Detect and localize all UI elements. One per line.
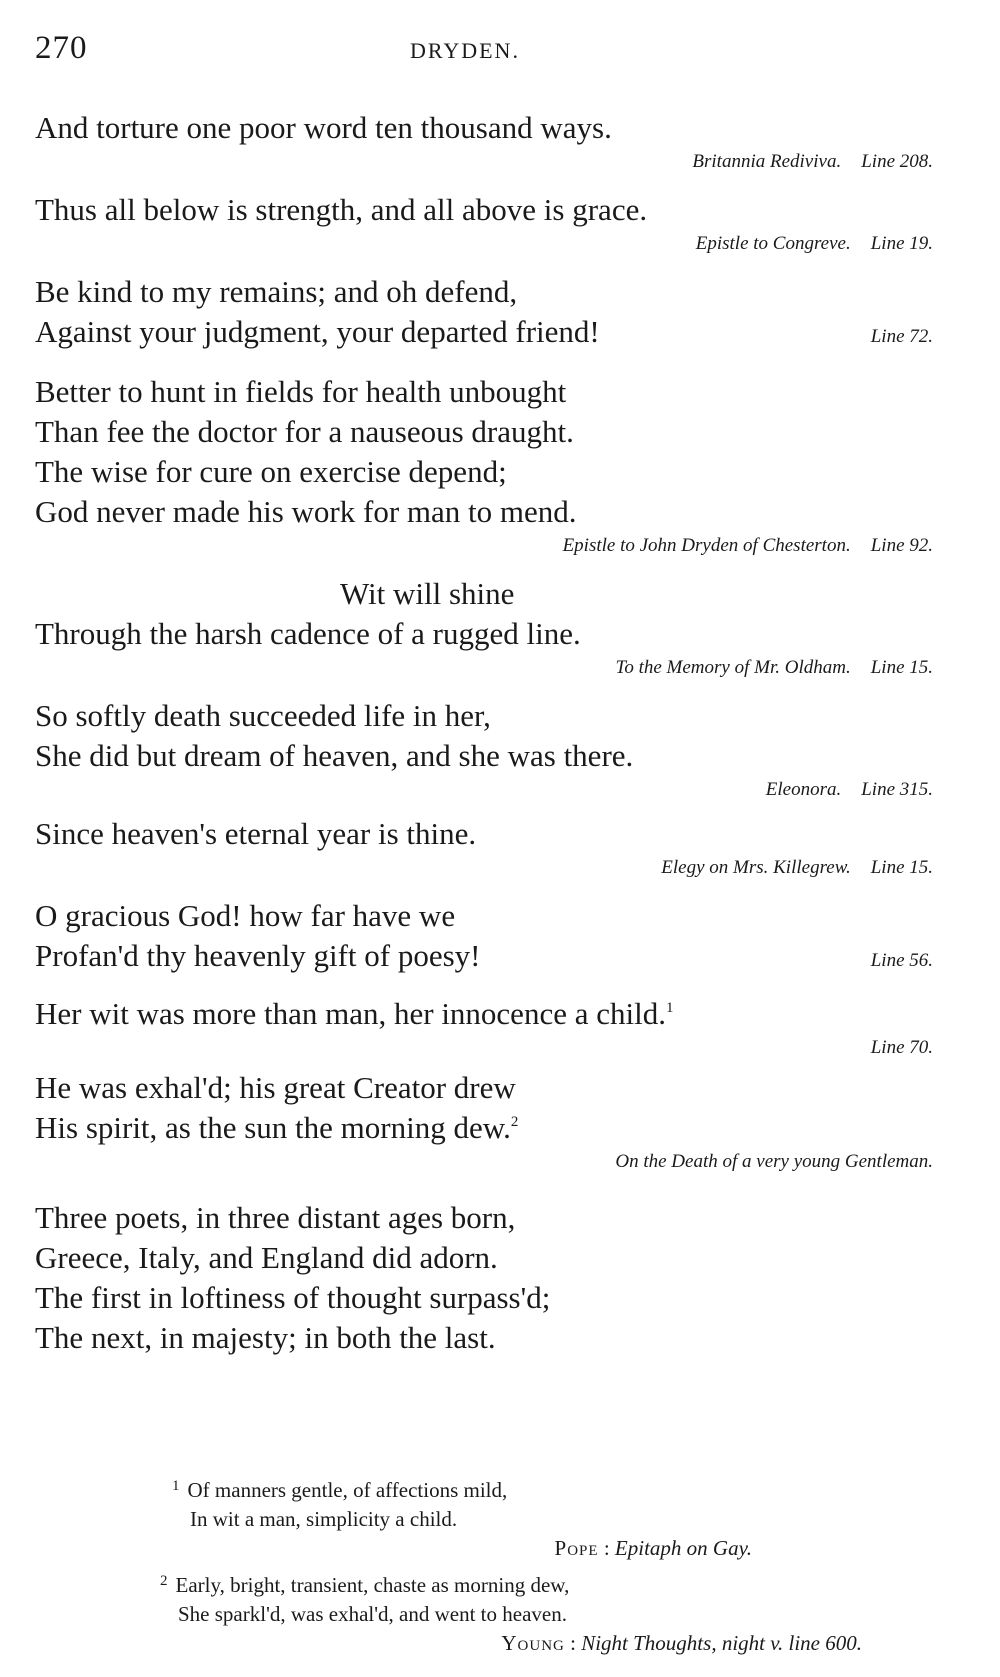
footnotes: [160, 1472, 862, 1658]
page-number: 270: [35, 30, 88, 66]
citation: [35, 776, 938, 804]
footnote-author: Young: [501, 1631, 565, 1655]
footnote-line: [160, 1567, 812, 1600]
footnote: [172, 1472, 812, 1563]
citation-line-ref: Line 72.: [870, 326, 933, 347]
page-header: [35, 30, 935, 80]
verse-line: [35, 1108, 938, 1148]
verse-line: He was exhal'd; his great Creator drew: [35, 1070, 516, 1105]
citation-source: Elegy on Mrs. Killegrew.: [661, 857, 851, 878]
running-title: DRYDEN.: [410, 38, 520, 63]
quotations: [35, 108, 938, 1358]
footnote-mark: 2: [160, 1573, 168, 1589]
footnote-mark: 2: [510, 1114, 519, 1130]
citation-line-ref: Line 56.: [870, 950, 933, 971]
verse-line: God never made his work for man to mend.: [35, 494, 577, 529]
verse-line: Greece, Italy, and England did adorn.: [35, 1240, 498, 1275]
footnote-line: [172, 1472, 812, 1505]
quotation: [35, 372, 938, 560]
citation-line-ref: Line 19.: [870, 233, 933, 254]
citation-source: Britannia Rediviva.: [692, 151, 842, 172]
footnote-mark: 1: [172, 1478, 180, 1494]
verse-line: The next, in majesty; in both the last.: [35, 1320, 496, 1355]
citation: [35, 532, 938, 560]
citation-source: Eleonora.: [765, 779, 842, 800]
footnote: [160, 1567, 862, 1658]
citation-line-ref: Line 208.: [861, 151, 933, 172]
verse-text: Her wit was more than man, her innocence a child.: [35, 996, 666, 1031]
footnote-attribution: Young : Night Thoughts, night v. line 600.: [501, 1631, 862, 1655]
citation-source: Epistle to John Dryden of Chesterton.: [562, 535, 851, 556]
citation: [35, 854, 938, 882]
verse-line: Three poets, in three distant ages born,: [35, 1200, 516, 1235]
quotation: [35, 272, 938, 352]
quotation: [35, 814, 938, 882]
footnote-work: Night Thoughts, night v. line 600.: [581, 1631, 862, 1655]
quotation: [35, 1198, 938, 1358]
quotation: [35, 696, 938, 804]
citation: [35, 1034, 938, 1062]
verse-line: Be kind to my remains; and oh defend,: [35, 274, 518, 309]
verse-line: Against your judgment, your departed friend!: [35, 314, 600, 349]
verse-text: His spirit, as the sun the morning dew.: [35, 1110, 511, 1145]
verse-line: Through the harsh cadence of a rugged line.: [35, 616, 581, 651]
verse-line: [35, 994, 938, 1034]
verse-line: She did but dream of heaven, and she was there.: [35, 738, 634, 773]
citation-source: Epistle to Congreve.: [695, 233, 851, 254]
citation-line-ref: Line 15.: [870, 857, 933, 878]
quotation: [35, 896, 938, 976]
citation-line-ref: Line 15.: [870, 657, 933, 678]
verse-line: And torture one poor word ten thousand ways.: [35, 110, 612, 145]
footnote-line: In wit a man, simplicity a child.: [190, 1507, 458, 1531]
verse-line: So softly death succeeded life in her,: [35, 698, 491, 733]
citation-line-ref: Line 70.: [870, 1037, 933, 1058]
citation-line-ref: Line 315.: [861, 779, 933, 800]
citation-line-ref: Line 92.: [870, 535, 933, 556]
quotation: [35, 1068, 938, 1176]
verse-line: Since heaven's eternal year is thine.: [35, 816, 477, 851]
footnote-work: Epitaph on Gay.: [614, 1536, 752, 1560]
verse-line: The first in loftiness of thought surpass'd;: [35, 1280, 551, 1315]
footnote-text: Of manners gentle, of affections mild,: [187, 1478, 508, 1502]
quotation: [35, 994, 938, 1062]
citation: [35, 1148, 938, 1176]
verse-line: Profan'd thy heavenly gift of poesy!: [35, 938, 481, 973]
verse-line: Thus all below is strength, and all above is grace.: [35, 192, 648, 227]
footnote-attribution: Pope : Epitaph on Gay.: [554, 1536, 752, 1560]
footnote-line: She sparkl'd, was exhal'd, and went to heaven.: [178, 1602, 567, 1626]
citation-source: To the Memory of Mr. Oldham.: [615, 657, 851, 678]
verse-line-with-citation: [35, 936, 938, 976]
quotation: [35, 190, 938, 258]
quotation: [35, 574, 938, 682]
footnote-author: Pope: [554, 1536, 599, 1560]
verse-line: Wit will shine: [340, 576, 515, 611]
footnote-text: Early, bright, transient, chaste as morning dew,: [175, 1573, 570, 1597]
verse-line: Better to hunt in fields for health unbought: [35, 374, 567, 409]
verse-line: O gracious God! how far have we: [35, 898, 456, 933]
verse-line-with-citation: [35, 312, 938, 352]
citation: [35, 654, 938, 682]
quotation: [35, 108, 938, 176]
verse-line: Than fee the doctor for a nauseous draught.: [35, 414, 574, 449]
citation: [35, 230, 938, 258]
citation: [35, 148, 938, 176]
footnote-mark: 1: [665, 1000, 674, 1016]
citation-source: On the Death of a very young Gentleman.: [615, 1151, 933, 1172]
verse-line: The wise for cure on exercise depend;: [35, 454, 507, 489]
